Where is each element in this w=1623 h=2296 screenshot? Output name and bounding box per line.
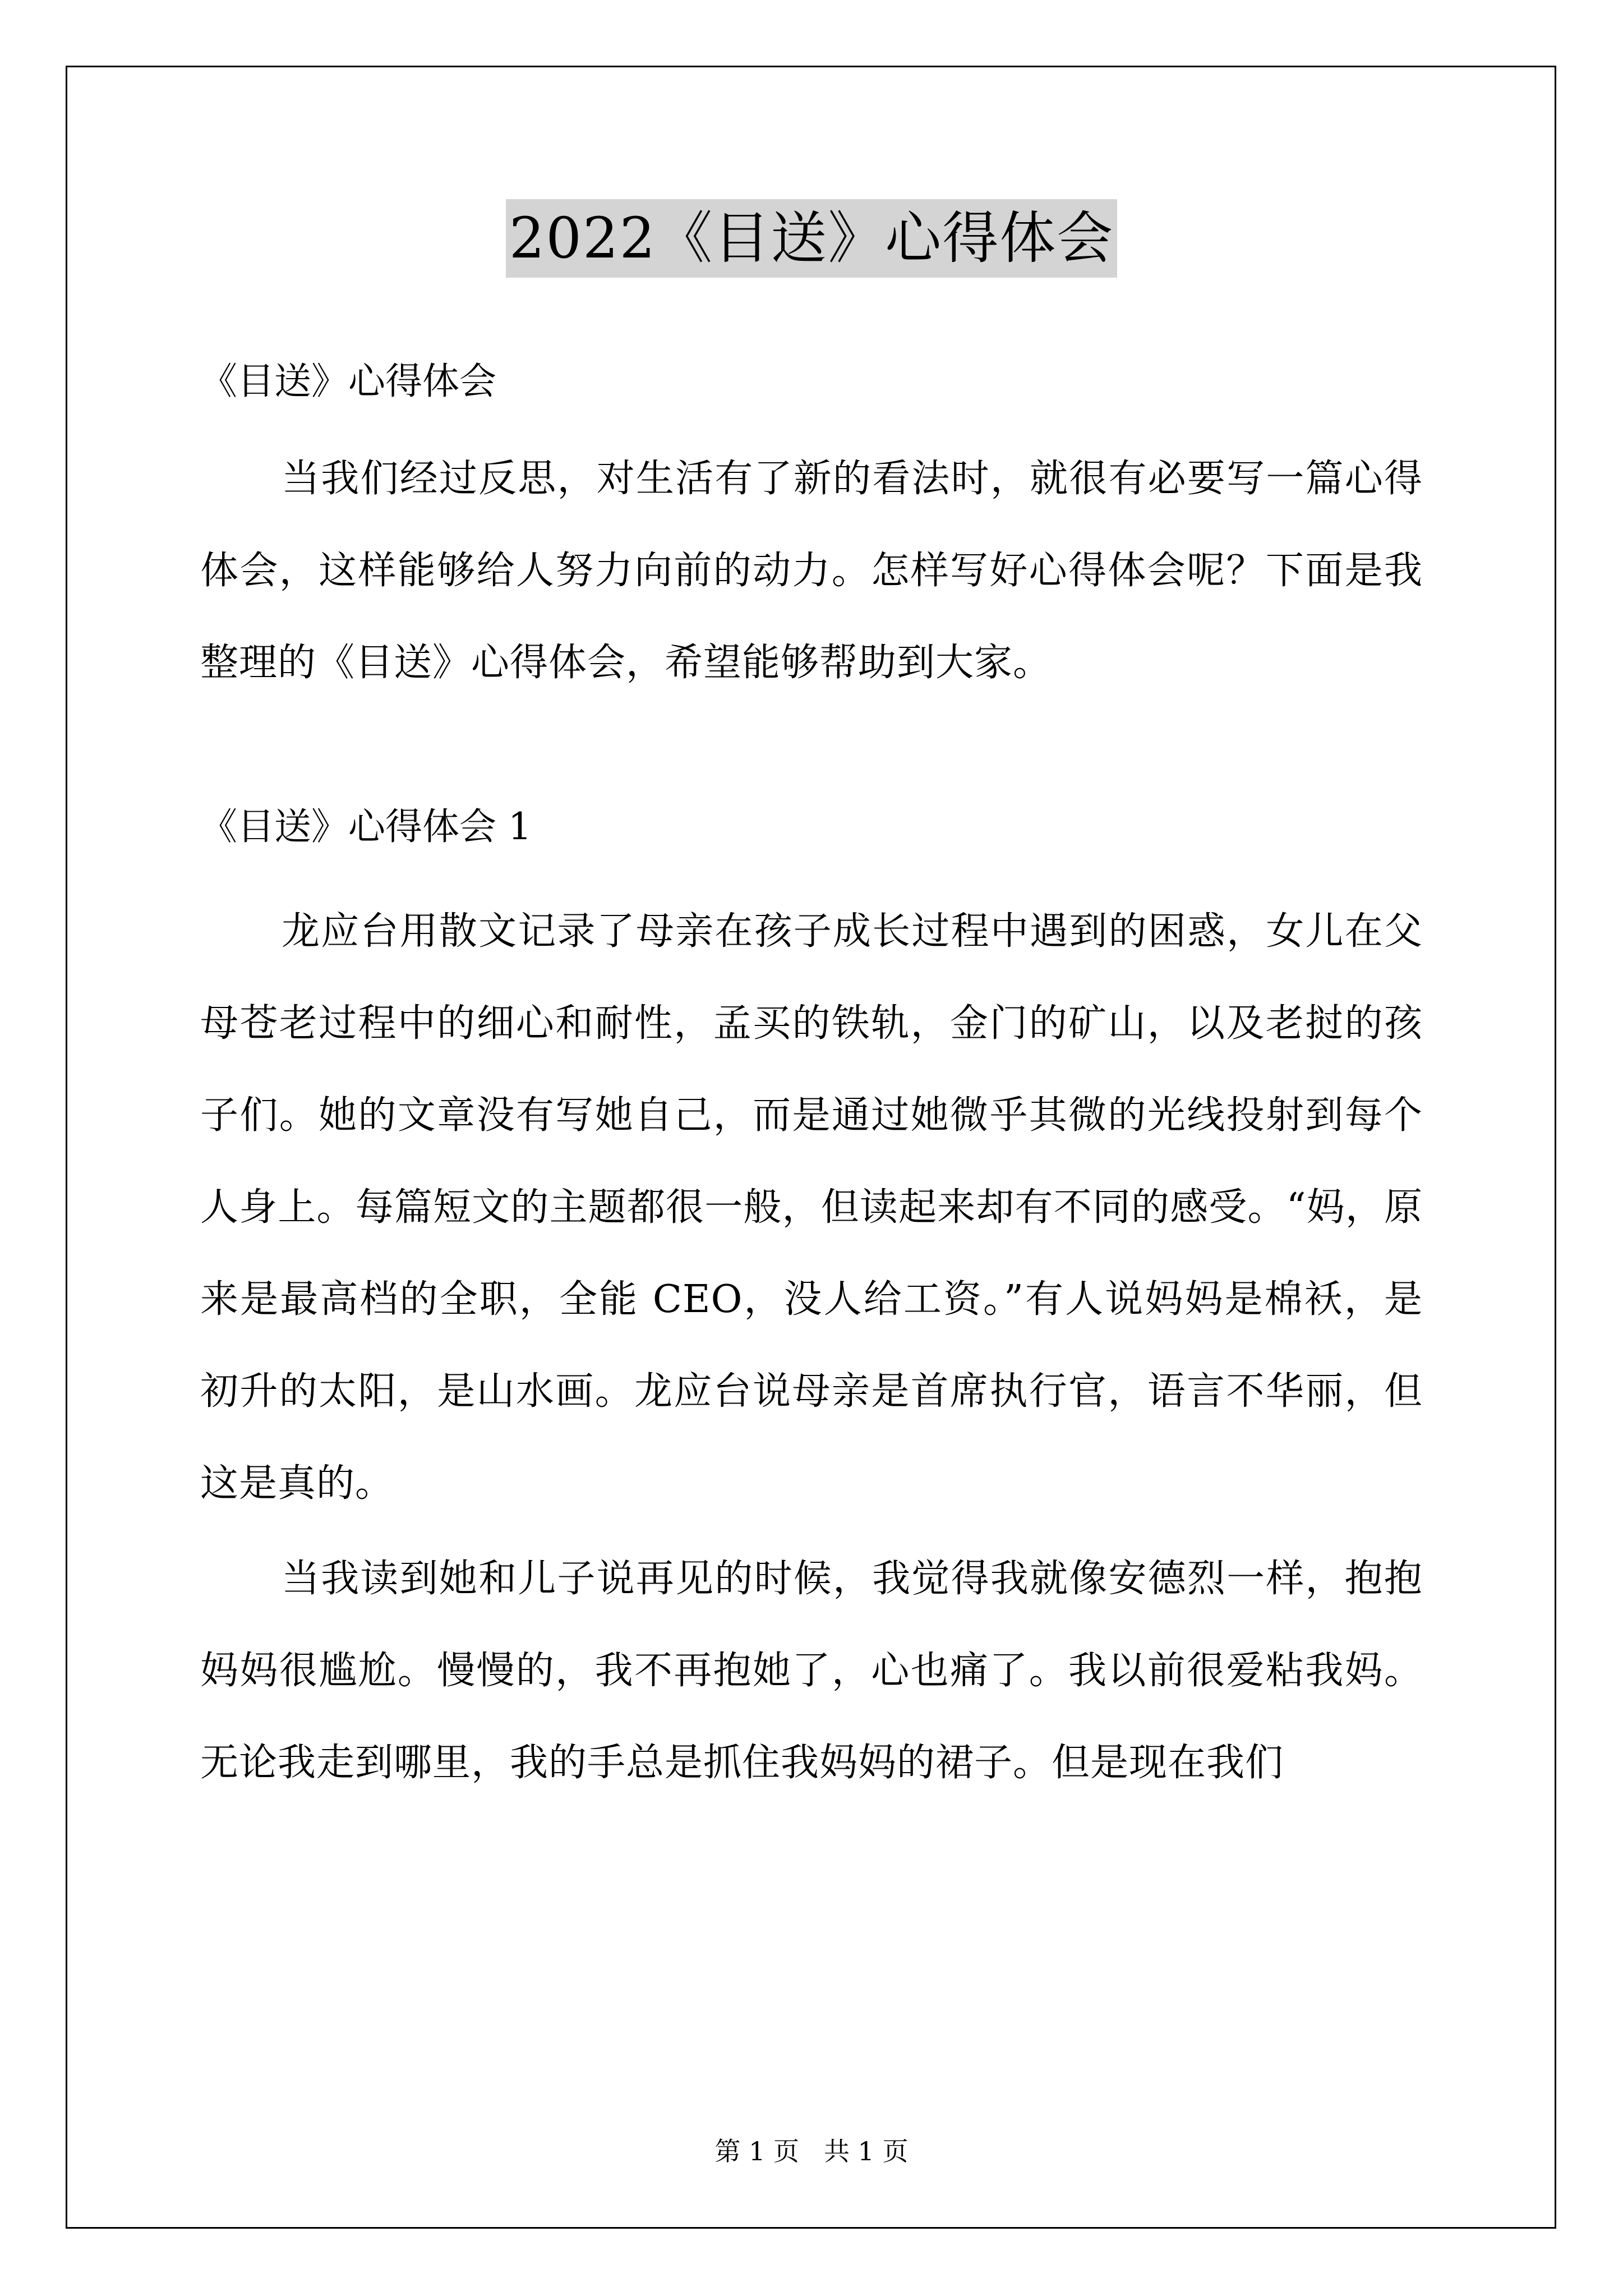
document-title: 2022《目送》心得体会 — [506, 199, 1118, 278]
page-total: 共 1 页 — [823, 2136, 909, 2166]
page-number: 第 1 页 — [714, 2136, 800, 2166]
section1-paragraph-1: 龙应台用散文记录了母亲在孩子成长过程中遇到的困惑，女儿在父母苍老过程中的细心和耐性，孟买的铁轨，金门的矿山，以及老挝的孩子们。她的文章没有写她自己，而是通过她微乎其微的光线投射到每个人身上。每篇短文的主题都很一般，但读起来却有不同的感受。“妈，原来是最高档的全职，全能 CEO，没人给工资。”有人说妈妈是棉袄，是初升的太阳，是山水画。龙应台说母亲是首席执行官，语言不华丽，但这是真的。 — [200, 909, 1423, 1506]
intro-paragraph: 当我们经过反思，对生活有了新的看法时，就很有必要写一篇心得体会，这样能够给人努力向前的动力。怎样写好心得体会呢？下面是我整理的《目送》心得体会，希望能够帮助到大家。 — [200, 457, 1423, 685]
intro-heading: 《目送》心得体会 — [200, 360, 496, 403]
title-wrap — [0, 199, 1623, 278]
section1-heading: 《目送》心得体会 1 — [200, 805, 532, 848]
section1-paragraph-2: 当我读到她和儿子说再见的时候，我觉得我就像安德烈一样，抱抱妈妈很尴尬。慢慢的，我不再抱她了，心也痛了。我以前很爱粘我妈。无论我走到哪里，我的手总是抓住我妈妈的裙子。但是现在我们 — [200, 1557, 1423, 1785]
footer-separator — [799, 2136, 824, 2166]
spacer — [200, 415, 1423, 433]
spacer — [200, 709, 1423, 793]
page-footer — [0, 2134, 1623, 2168]
spacer — [200, 861, 1423, 886]
document-body — [200, 348, 1423, 1809]
